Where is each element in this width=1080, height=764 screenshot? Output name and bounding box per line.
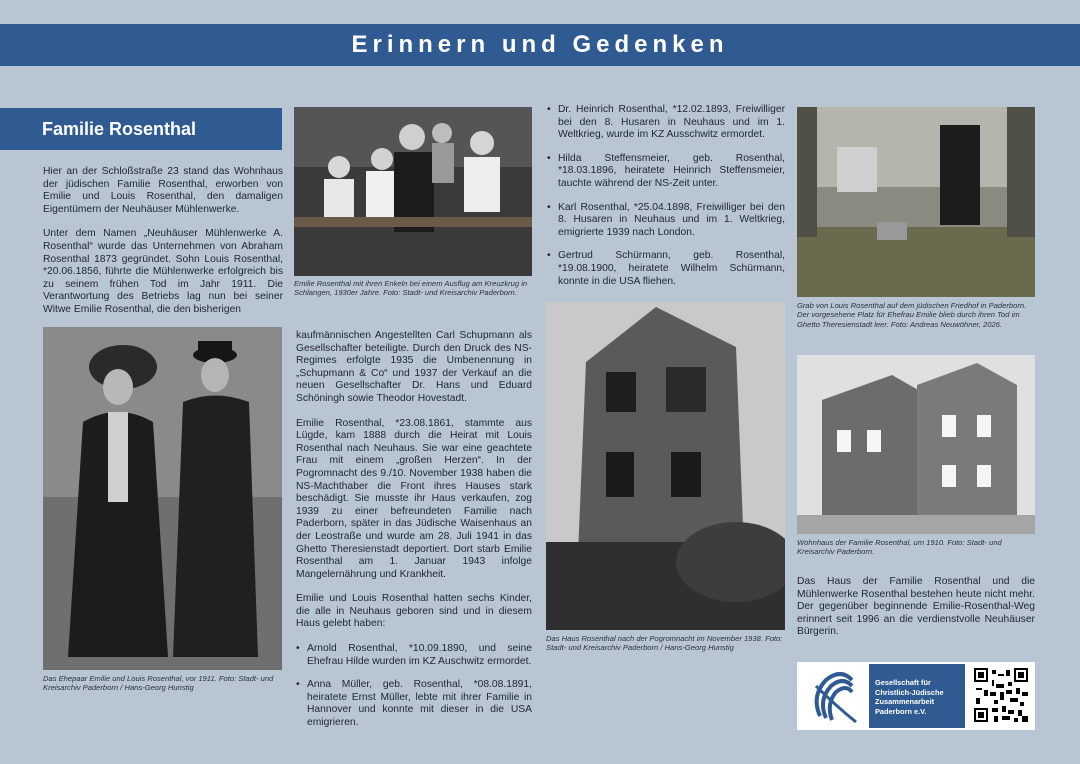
history-paragraph-3: Emilie und Louis Rosenthal hatten sechs Kinder, die alle in Neuhaus geboren sind und in diesem Haus gelebt haben: <box>296 593 532 630</box>
history-text <box>296 330 532 741</box>
list-item: • Arnold Rosenthal, *10.09.1890, und seine Ehefrau Hilde wurden im KZ Auschwitz ermordet. <box>296 643 532 668</box>
damaged-house-caption: Das Haus Rosenthal nach der Pogromnacht im November 1938. Foto: Stadt- und Kreisarchiv Paderborn / Hans-Georg Hunstig <box>546 634 783 653</box>
grave-photo <box>797 107 1035 297</box>
grave-caption: Grab von Louis Rosenthal auf dem jüdischen Friedhof in Paderborn. Der vorgesehene Platz für Ehefrau Emilie blieb durch ihren Tod im Ghetto Theresienstadt leer. Foto: Andreas Neuwöhner, 2026. <box>797 301 1027 329</box>
section-heading <box>0 108 282 150</box>
grandchildren-photo <box>294 107 532 276</box>
children-list-a <box>296 643 532 730</box>
intro-text <box>43 166 283 329</box>
list-item: • Karl Rosenthal, *25.04.1898, Freiwilliger bei den 8. Husaren in Neuhaus und im 1. Weltkrieg, emigrierte 1939 nach London. <box>547 202 785 240</box>
history-paragraph-2: Emilie Rosenthal, *23.08.1861, stammte aus Lügde, kam 1888 durch die Heirat mit Louis Rosenthal nach Neuhaus. Sie war eine geachtete Frau mit einem „großen Herzen“. In der Pogromnacht des 9./10. November 1938 haben die NS-Machthaber die Front ihres Hauses stark beschädigt. Sie musste ihr Haus verkaufen, zog 1939 zu einer befreundeten Familie nach Paderborn, später in das Jüdische Waisenhaus an der Leostraße und wurde am 28. Juli 1941 in das Ghetto Theresienstadt deportiert. Dort starb Emilie Rosenthal am 1. Januar 1943 infolge Mangelernährung und Krankheit. <box>296 417 532 580</box>
grandchildren-caption: Emilie Rosenthal mit ihren Enkeln bei einem Ausflug am Kreuzkrug in Schlangen, 1930er Jahre. Foto: Stadt- und Kreisarchiv Paderborn. <box>294 279 528 298</box>
family-house-caption: Wohnhaus der Familie Rosenthal, um 1910. Foto: Stadt- und Kreisarchiv Paderborn. <box>797 538 1002 557</box>
qr-code-icon <box>972 666 1030 724</box>
cjz-logo-icon <box>806 666 864 726</box>
intro-paragraph-1: Hier an der Schloßstraße 23 stand das Wohnhaus der jüdischen Familie Rosenthal, erworben von Emilie und Louis Rosenthal, den damaligen Eigentümern der Neuhäuser Mühlenwerke. <box>43 166 283 215</box>
children-list-b <box>547 104 785 288</box>
couple-caption: Das Ehepaar Emilie und Louis Rosenthal, vor 1911. Foto: Stadt- und Kreisarchiv Paderborn / Hans-Georg Hunstig <box>43 674 274 693</box>
closing-text <box>797 576 1035 651</box>
page-title: Erinnern und Gedenken <box>351 31 729 58</box>
children-text <box>547 104 785 299</box>
list-item: • Hilda Steffensmeier, geb. Rosenthal, *18.03.1896, heiratete Heinrich Steffensmeier, tauchte während der NS-Zeit unter. <box>547 153 785 191</box>
closing-paragraph: Das Haus der Familie Rosenthal und die Mühlenwerke Rosenthal bestehen heute nicht mehr. Der gegenüber beginnende Emilie-Rosenthal-Weg erinnert seit 1996 an die verdienstvolle Neuhäuser Bürgerin. <box>797 576 1035 638</box>
history-paragraph-1: kaufmännischen Angestellten Carl Schupmann als Gesellschafter beteiligte. Durch den Druck des NS-Regimes erfolgte 1935 die Umbenennung in „Schupmann & Co“ und 1937 der Verkauf an die neuen Gesellschafter Dr. Hans und Eduard Schöningh sowie Theodor Hovestadt. <box>296 330 532 404</box>
list-item: • Anna Müller, geb. Rosenthal, *08.08.1891, heiratete Ernst Müller, lebte mit ihrer Familie in Hannover und konnte mit dieser in die USA emigrieren. <box>296 679 532 729</box>
list-item: • Gertrud Schürmann, geb. Rosenthal, *19.08.1900, heiratete Wilhelm Schürmann, konnte in die USA fliehen. <box>547 250 785 288</box>
org-name: Gesellschaft für Christlich-Jüdische Zusammenarbeit Paderborn e.V. <box>875 678 944 716</box>
org-name-block <box>869 664 965 728</box>
section-title: Familie Rosenthal <box>42 119 197 139</box>
intro-paragraph-2: Unter dem Namen „Neuhäuser Mühlenwerke A. Rosenthal“ wurde das Unternehmen von Abraham Rosenthal 1873 gegründet. Sohn Louis Rosenthal, *20.06.1856, führte die Mühlenwerke erfolgreich bis zu seinem frühen Tod im Jahr 1911. Die Verantwortung des Betriebs lag nun bei seiner Witwe Emilie Rosenthal, die den bisherigen <box>43 228 283 315</box>
damaged-house-photo <box>546 302 785 630</box>
couple-photo <box>43 327 282 670</box>
page-banner <box>0 24 1080 66</box>
list-item: • Dr. Heinrich Rosenthal, *12.02.1893, Freiwilliger bei den 8. Husaren in Neuhaus und im 1. Weltkrieg, wurde im KZ Ausschwitz ermordet. <box>547 104 785 142</box>
family-house-photo <box>797 355 1035 534</box>
